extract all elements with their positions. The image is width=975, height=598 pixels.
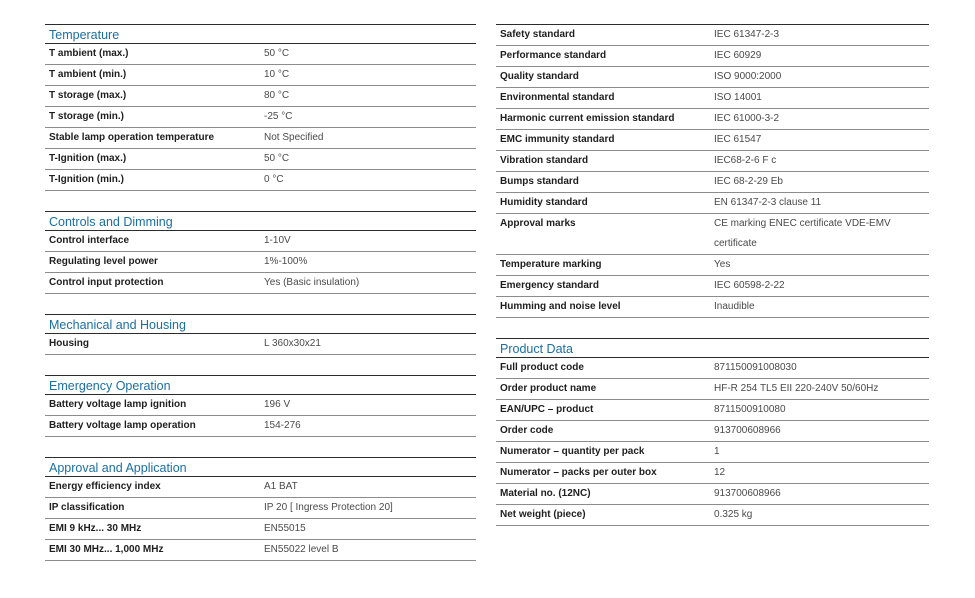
spec-label: EMI 9 kHz... 30 MHz bbox=[49, 523, 142, 534]
spec-label: Control input protection bbox=[49, 277, 164, 288]
spec-label: EAN/UPC – product bbox=[500, 404, 594, 415]
spec-row bbox=[496, 67, 929, 88]
spec-label: T storage (max.) bbox=[49, 90, 127, 101]
spec-row bbox=[496, 358, 929, 379]
spec-value: -25 °C bbox=[264, 111, 293, 122]
spec-row bbox=[496, 400, 929, 421]
section-spacer bbox=[496, 318, 929, 338]
spec-label: Harmonic current emission standard bbox=[500, 113, 675, 124]
spec-label: Performance standard bbox=[500, 50, 607, 61]
spec-label: Control interface bbox=[49, 235, 130, 246]
spec-label: T-Ignition (min.) bbox=[49, 174, 124, 185]
spec-label: Quality standard bbox=[500, 71, 579, 82]
spec-value: IEC 68-2-29 Eb bbox=[714, 176, 783, 187]
spec-value: A1 BAT bbox=[264, 481, 298, 492]
spec-row bbox=[45, 107, 476, 128]
spec-row bbox=[496, 442, 929, 463]
spec-label: IP classification bbox=[49, 502, 125, 513]
spec-label: Battery voltage lamp ignition bbox=[49, 399, 187, 410]
spec-row bbox=[496, 255, 929, 276]
spec-row bbox=[496, 130, 929, 151]
spec-label: Stable lamp operation temperature bbox=[49, 132, 215, 143]
section-spacer bbox=[45, 294, 476, 314]
spec-row bbox=[496, 379, 929, 400]
spec-label: Humming and noise level bbox=[500, 301, 621, 312]
spec-row bbox=[496, 505, 929, 526]
spec-label: Humidity standard bbox=[500, 197, 588, 208]
spec-value: 196 V bbox=[264, 399, 291, 410]
spec-value: HF-R 254 TL5 EII 220-240V 50/60Hz bbox=[714, 383, 879, 394]
spec-value: EN55022 level B bbox=[264, 544, 339, 555]
spec-label: Order code bbox=[500, 425, 554, 436]
spec-value: IEC68-2-6 F c bbox=[714, 155, 777, 166]
left-spec-column bbox=[45, 24, 476, 561]
spec-value: Not Specified bbox=[264, 132, 324, 143]
section-spacer bbox=[45, 437, 476, 457]
spec-label: Temperature marking bbox=[500, 259, 602, 270]
spec-label: Numerator – quantity per pack bbox=[500, 446, 645, 457]
spec-label: Battery voltage lamp operation bbox=[49, 420, 196, 431]
section-title-temperature: Temperature bbox=[45, 24, 476, 44]
spec-label: Net weight (piece) bbox=[500, 509, 586, 520]
spec-row bbox=[45, 477, 476, 498]
spec-value: IEC 61347-2-3 bbox=[714, 29, 780, 40]
spec-value: 0.325 kg bbox=[714, 509, 753, 520]
section-title-product-data: Product Data bbox=[496, 338, 929, 358]
spec-row bbox=[45, 498, 476, 519]
spec-label: Regulating level power bbox=[49, 256, 158, 267]
spec-row bbox=[45, 334, 476, 355]
spec-label: Energy efficiency index bbox=[49, 481, 161, 492]
spec-row bbox=[45, 273, 476, 294]
spec-value: EN55015 bbox=[264, 523, 306, 534]
spec-value: Yes bbox=[714, 259, 731, 270]
spec-row bbox=[496, 25, 929, 46]
spec-row bbox=[496, 421, 929, 442]
spec-value: IEC 61547 bbox=[714, 134, 762, 145]
spec-row bbox=[45, 252, 476, 273]
spec-label: EMC immunity standard bbox=[500, 134, 615, 145]
spec-label: T-Ignition (max.) bbox=[49, 153, 127, 164]
spec-label: Full product code bbox=[500, 362, 584, 373]
spec-row bbox=[45, 149, 476, 170]
spec-label: EMI 30 MHz... 1,000 MHz bbox=[49, 544, 164, 555]
spec-value: 913700608966 bbox=[714, 425, 781, 436]
spec-row bbox=[496, 46, 929, 67]
spec-label: T ambient (max.) bbox=[49, 48, 129, 59]
spec-label: Material no. (12NC) bbox=[500, 488, 591, 499]
spec-row bbox=[496, 193, 929, 214]
spec-value: 154-276 bbox=[264, 420, 301, 431]
spec-value: 8711500910080 bbox=[714, 404, 786, 415]
section-title-mechanical-and-housing: Mechanical and Housing bbox=[45, 314, 476, 334]
spec-row bbox=[496, 484, 929, 505]
spec-label: Vibration standard bbox=[500, 155, 589, 166]
spec-value: IEC 60929 bbox=[714, 50, 762, 61]
spec-row bbox=[496, 88, 929, 109]
spec-value: ISO 14001 bbox=[714, 92, 762, 103]
spec-value: 10 °C bbox=[264, 69, 290, 80]
section-title-emergency-operation: Emergency Operation bbox=[45, 375, 476, 395]
spec-label: Environmental standard bbox=[500, 92, 615, 103]
spec-row bbox=[45, 519, 476, 540]
spec-value: Yes (Basic insulation) bbox=[264, 277, 360, 288]
spec-value: Inaudible bbox=[714, 301, 755, 312]
spec-value: IEC 60598-2-22 bbox=[714, 280, 785, 291]
spec-row bbox=[496, 214, 929, 255]
spec-row bbox=[496, 109, 929, 130]
spec-value: 1%-100% bbox=[264, 256, 308, 267]
spec-row bbox=[45, 540, 476, 561]
spec-value: 0 °C bbox=[264, 174, 284, 185]
spec-row bbox=[496, 151, 929, 172]
right-spec-column bbox=[496, 24, 929, 526]
spec-value: 913700608966 bbox=[714, 488, 781, 499]
spec-label: Numerator – packs per outer box bbox=[500, 467, 657, 478]
spec-value: 1-10V bbox=[264, 235, 291, 246]
spec-row bbox=[45, 231, 476, 252]
spec-row bbox=[496, 172, 929, 193]
spec-value: 871150091008030 bbox=[714, 362, 797, 373]
spec-value: ISO 9000:2000 bbox=[714, 71, 782, 82]
spec-row bbox=[45, 416, 476, 437]
spec-row bbox=[45, 65, 476, 86]
spec-value: 50 °C bbox=[264, 48, 290, 59]
section-spacer bbox=[45, 355, 476, 375]
spec-label: Approval marks bbox=[500, 218, 576, 229]
spec-value: EN 61347-2-3 clause 11 bbox=[714, 197, 822, 208]
spec-row bbox=[45, 44, 476, 65]
spec-row bbox=[496, 276, 929, 297]
spec-value: 80 °C bbox=[264, 90, 290, 101]
spec-row bbox=[45, 86, 476, 107]
spec-value: 50 °C bbox=[264, 153, 290, 164]
spec-row bbox=[45, 128, 476, 149]
spec-label: Safety standard bbox=[500, 29, 576, 40]
spec-label: Order product name bbox=[500, 383, 597, 394]
spec-value: L 360x30x21 bbox=[264, 338, 321, 349]
spec-value: IEC 61000-3-2 bbox=[714, 113, 780, 124]
spec-row bbox=[496, 297, 929, 318]
spec-value: 12 bbox=[714, 467, 726, 478]
section-spacer bbox=[45, 191, 476, 211]
spec-label: Emergency standard bbox=[500, 280, 599, 291]
spec-label: Bumps standard bbox=[500, 176, 579, 187]
spec-row bbox=[45, 170, 476, 191]
spec-label: T ambient (min.) bbox=[49, 69, 127, 80]
spec-value: CE marking ENEC certificate VDE-EMV certificate bbox=[714, 218, 891, 249]
spec-value: IP 20 [ Ingress Protection 20] bbox=[264, 502, 393, 513]
section-title-controls-and-dimming: Controls and Dimming bbox=[45, 211, 476, 231]
spec-row bbox=[45, 395, 476, 416]
spec-label: T storage (min.) bbox=[49, 111, 125, 122]
spec-row bbox=[496, 463, 929, 484]
section-title-approval-and-application: Approval and Application bbox=[45, 457, 476, 477]
spec-label: Housing bbox=[49, 338, 89, 349]
spec-value: 1 bbox=[714, 446, 720, 457]
